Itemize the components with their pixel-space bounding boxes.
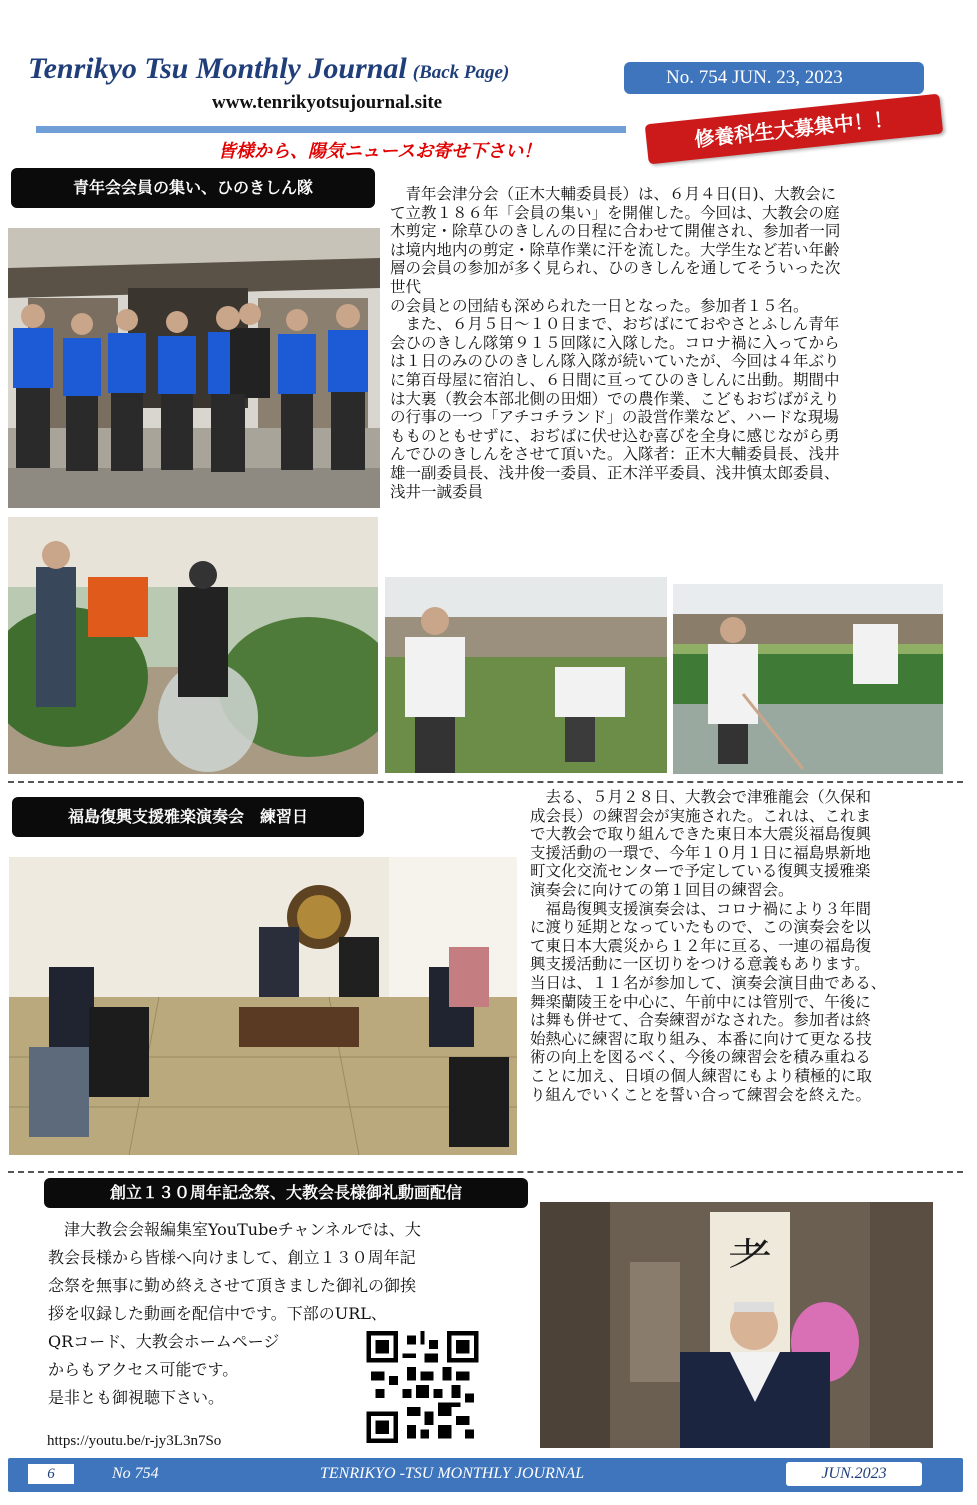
- head-minister-photo: [540, 1202, 933, 1448]
- recruit-banner: 修養科生大募集中！！: [645, 94, 944, 165]
- article1-body: 青年会津分会（正木大輔委員長）は、６月４日(日)、大教会に て立教１８６年「会員の集い」を開催した。今回は、大教会の庭 木剪定・除草ひのきしんの日程に合わせて開催され、参加者一同 は境内地内の剪定・除草作業に汗を流した。大学生など若い年齢 層の会員の参加が多く見られ、ひのきしんを通してそういった次 世代 の会員との団結も深められた一日となった。参加者１５名。 また、６月５日～１０日まで、おぢばにておやさとふしん青年 会ひのきしん隊第９１５回隊に入隊した。コロナ禍に入ってから は１日のみのひのきしん隊入隊が続いていたが、今回は４年ぶり に第百母屋に宿泊し、６日間に亘ってひのきしんに出動。期間中 は大裏（教会本部北側の田畑）での農作業、こどもおぢばがえり の行事の一つ「アチコチランド」の設営作業など、ハードな現場 もものともせずに、おぢばに伏せ込む喜びを全身に感じながら勇 んでひのきしんをさせて頂いた。入隊者：正木大輔委員長、浅井 雄一副委員長、浅井俊一委員、正木洋平委員、浅井慎太郎委員、 浅井一誠委員: [390, 185, 841, 501]
- article3-heading: 創立１３０周年記念祭、大教会長様御礼動画配信: [44, 1178, 528, 1208]
- issue-badge: No. 754 JUN. 23, 2023: [624, 62, 924, 94]
- footer-journal-name: TENRIKYO -TSU MONTHLY JOURNAL: [320, 1465, 585, 1482]
- footer-issue-number: No 754: [112, 1465, 159, 1482]
- article2-heading: 福島復興支援雅楽演奏会 練習日: [12, 797, 364, 837]
- article2-body: 去る、５月２８日、大教会で津雅龍会（久保和 成会長）の練習会が実施された。これは、これま で大教会で取り組んできた東日本大震災福島復興 支援活動の一環で、今年１０月１日に福島県新地 町文化交流センターで予定している復興支援雅楽 演奏会に向けての第１回目の練習会。 福島復興支援演奏会は、コロナ禍により３年間 に渡り延期となっていたもので、この演奏会を以 て東日本大震災から１２年に亘る、一連の福島復 興支援活動に一区切りをつける意義もあります。 当日は、１１名が参加して、演奏会演目曲である、 舞楽蘭陵王を中心に、午前中には管別で、午後に は舞も併せて、合奏練習がなされた。参加者は終 始熱心に練習に取り組み、本番に向けて更なる技 術の向上を図るべく、今後の練習会を積み重ねる ことに加え、日頃の個人練習にもより積極的に取 り組んでいくことを誓い合って練習会を終えた。: [530, 788, 887, 1104]
- page-number: 6: [28, 1464, 74, 1484]
- pruning-photo: [8, 517, 378, 774]
- field-work-photo: [385, 577, 667, 773]
- website-url[interactable]: www.tenrikyotsujournal.site: [212, 92, 443, 113]
- page-footer: [8, 1458, 963, 1492]
- divider-2: [8, 1171, 963, 1173]
- header-rule: [36, 126, 626, 133]
- gagaku-practice-photo: [9, 857, 517, 1155]
- youth-group-photo: [8, 228, 380, 508]
- rice-field-photo: [673, 584, 943, 774]
- tagline: 皆様から、陽気ニュースお寄せ下さい！: [218, 141, 542, 162]
- back-page-label: (Back Page): [412, 62, 510, 83]
- journal-title: Tenrikyo Tsu Monthly Journal (Back Page): [28, 52, 510, 85]
- video-url[interactable]: https://youtu.be/r-jy3L3n7So: [47, 1433, 222, 1449]
- footer-date: JUN.2023: [786, 1462, 922, 1486]
- divider-1: [8, 781, 963, 783]
- article3-body: 津大教会会報編集室YouTubeチャンネルでは、大 教会長様から皆様へ向けまして、創立１３０周年記 念祭を無事に勤め終えさせて頂きました御礼の御挨 拶を収録した動画を配信中です。下部のURL、 QRコード、大教会ホームページ からもアクセス可能です。 是非とも御視聴下さい。: [48, 1220, 421, 1407]
- svg-text:耂: 耂: [728, 1232, 772, 1283]
- qr-code[interactable]: [366, 1331, 479, 1443]
- article1-heading: 青年会会員の集い、ひのきしん隊: [11, 168, 375, 208]
